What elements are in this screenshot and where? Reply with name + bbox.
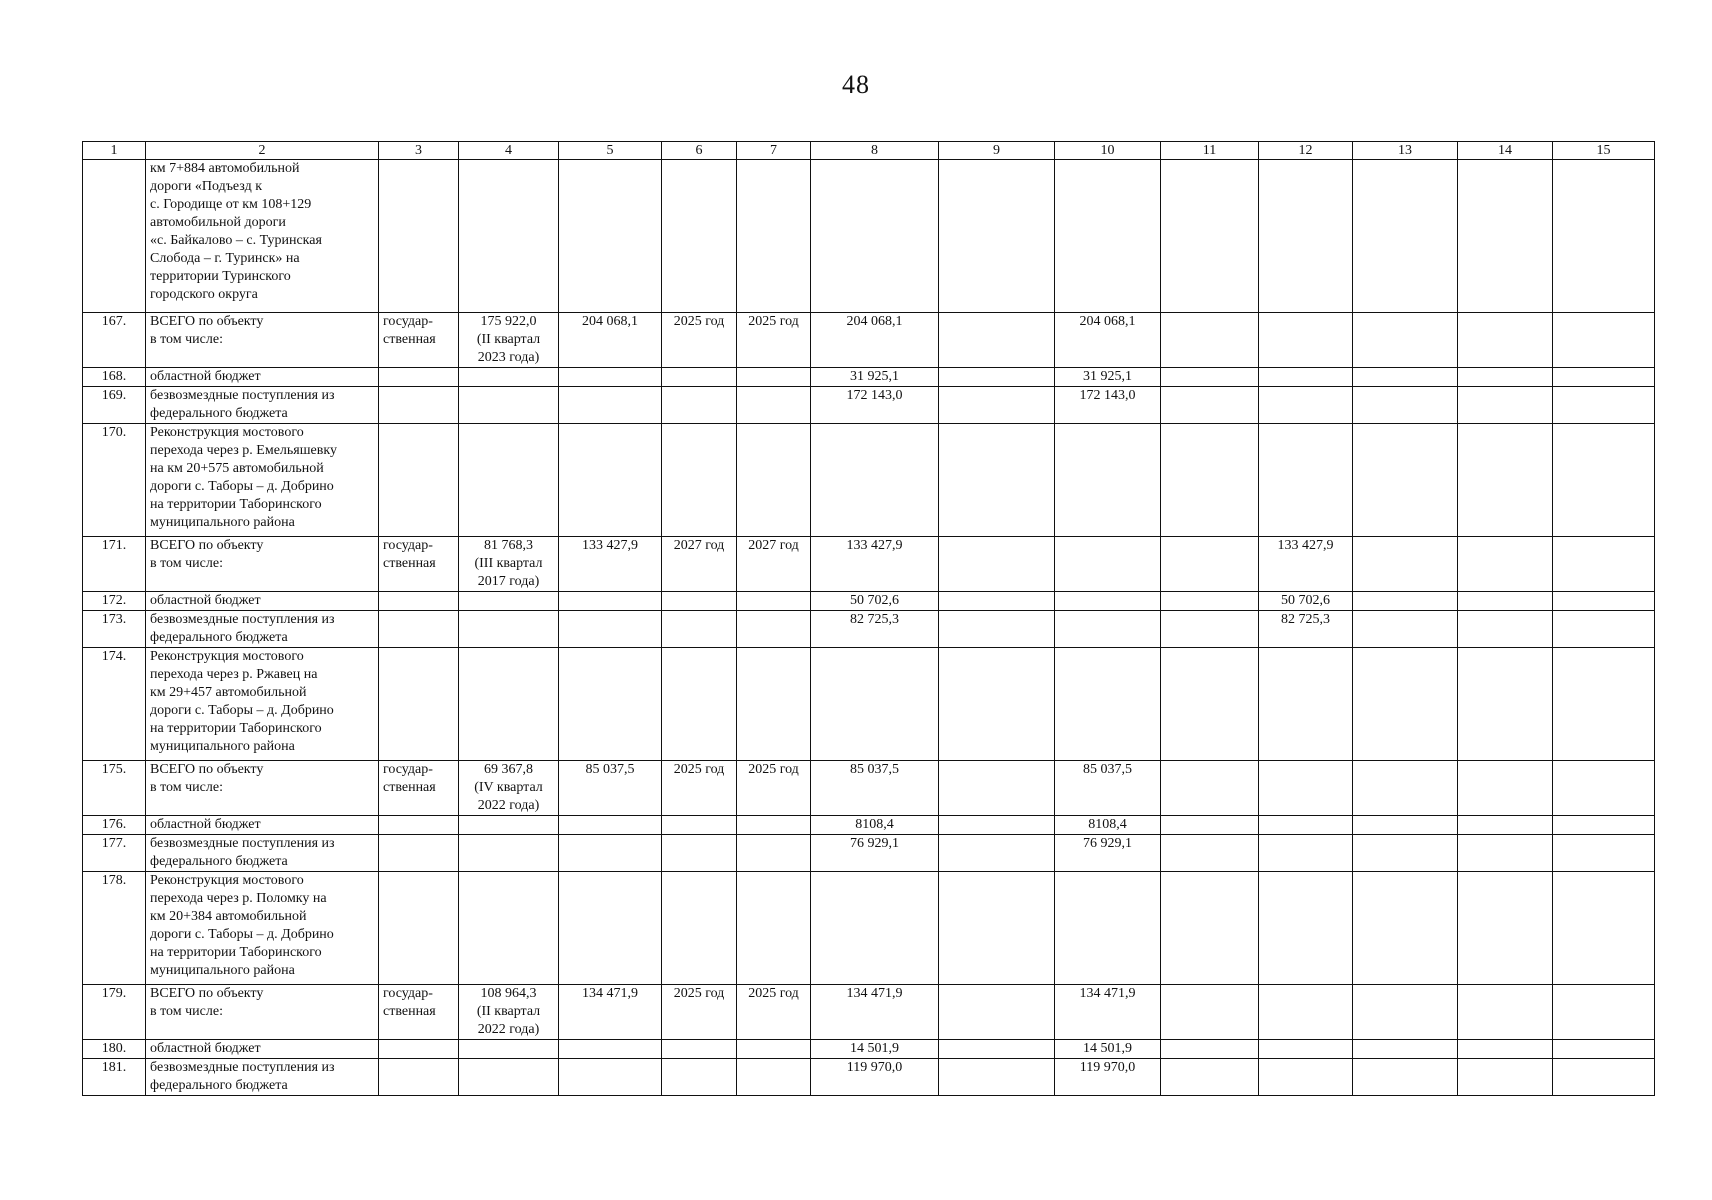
table-cell	[1259, 835, 1353, 872]
table-cell	[1353, 1059, 1458, 1096]
table-row	[83, 1040, 1655, 1059]
description-cell: ВСЕГО по объекту в том числе:	[146, 313, 379, 368]
table-cell	[559, 387, 662, 424]
table-cell	[939, 761, 1055, 816]
table-cell: 85 037,5	[1055, 761, 1161, 816]
table-cell	[1161, 160, 1259, 313]
table-cell	[1259, 816, 1353, 835]
table-cell	[379, 648, 459, 761]
table-cell: 119 970,0	[811, 1059, 939, 1096]
row-number-cell	[83, 160, 146, 313]
table-cell	[1259, 368, 1353, 387]
table-cell	[662, 387, 737, 424]
row-number-cell: 172.	[83, 592, 146, 611]
table-cell	[1161, 537, 1259, 592]
row-number-cell: 175.	[83, 761, 146, 816]
table-cell	[379, 816, 459, 835]
column-header: 14	[1458, 142, 1553, 160]
column-header: 1	[83, 142, 146, 160]
table-cell	[1259, 761, 1353, 816]
table-cell	[1259, 985, 1353, 1040]
table-cell: 2025 год	[662, 313, 737, 368]
table-cell	[1161, 761, 1259, 816]
table-row	[83, 985, 1655, 1040]
table-cell	[811, 872, 939, 985]
table-row	[83, 611, 1655, 648]
row-number-cell: 181.	[83, 1059, 146, 1096]
table-cell	[939, 611, 1055, 648]
table-cell: 175 922,0 (II квартал 2023 года)	[459, 313, 559, 368]
table-cell: 172 143,0	[1055, 387, 1161, 424]
table-cell: 133 427,9	[1259, 537, 1353, 592]
table-cell: 2025 год	[737, 761, 811, 816]
table-cell	[811, 648, 939, 761]
table-cell	[1161, 611, 1259, 648]
table-cell	[459, 592, 559, 611]
row-number-cell: 169.	[83, 387, 146, 424]
table-cell	[1259, 424, 1353, 537]
row-number-cell: 168.	[83, 368, 146, 387]
table-cell	[459, 835, 559, 872]
table-cell	[1259, 313, 1353, 368]
table-cell	[662, 1059, 737, 1096]
table-cell	[1353, 387, 1458, 424]
table-cell: 69 367,8 (IV квартал 2022 года)	[459, 761, 559, 816]
table-cell	[662, 368, 737, 387]
table-cell	[559, 592, 662, 611]
row-number-cell: 173.	[83, 611, 146, 648]
table-cell	[1161, 816, 1259, 835]
table-row	[83, 816, 1655, 835]
table-cell	[662, 835, 737, 872]
table-cell	[459, 368, 559, 387]
description-cell: областной бюджет	[146, 816, 379, 835]
table-cell	[662, 648, 737, 761]
table-cell	[1553, 761, 1655, 816]
table-cell	[459, 816, 559, 835]
table-cell	[379, 1059, 459, 1096]
column-header: 7	[737, 142, 811, 160]
table-cell	[1259, 160, 1353, 313]
table-cell	[379, 160, 459, 313]
table-cell	[1553, 611, 1655, 648]
table-cell	[379, 424, 459, 537]
table-cell	[1458, 816, 1553, 835]
table-cell	[1353, 611, 1458, 648]
table-cell	[459, 648, 559, 761]
table-cell: 82 725,3	[811, 611, 939, 648]
description-cell: Реконструкция мостового перехода через р. Ржавец на км 29+457 автомобильной дороги с. Таборы – д. Добрино на территории Таборинского муниципального района	[146, 648, 379, 761]
table-cell	[1259, 648, 1353, 761]
table-cell	[737, 160, 811, 313]
table-cell	[737, 611, 811, 648]
table-cell	[1161, 1040, 1259, 1059]
table-cell: 76 929,1	[811, 835, 939, 872]
table-cell: 2025 год	[737, 985, 811, 1040]
table-row	[83, 160, 1655, 313]
table-cell	[939, 387, 1055, 424]
table-cell	[459, 424, 559, 537]
table-cell	[1353, 368, 1458, 387]
table-cell: государ- ственная	[379, 313, 459, 368]
table-cell	[1353, 160, 1458, 313]
table-cell	[1259, 1059, 1353, 1096]
table-cell	[1553, 648, 1655, 761]
row-number-cell: 179.	[83, 985, 146, 1040]
table-cell: 76 929,1	[1055, 835, 1161, 872]
table-cell	[1161, 648, 1259, 761]
table-cell	[1055, 611, 1161, 648]
table-cell	[459, 387, 559, 424]
table-cell	[662, 592, 737, 611]
table-cell	[1458, 592, 1553, 611]
description-cell: ВСЕГО по объекту в том числе:	[146, 761, 379, 816]
table-row	[83, 387, 1655, 424]
table-cell	[1353, 537, 1458, 592]
table-cell	[1553, 160, 1655, 313]
description-cell: ВСЕГО по объекту в том числе:	[146, 537, 379, 592]
table-cell	[1161, 872, 1259, 985]
row-number-cell: 174.	[83, 648, 146, 761]
table-cell	[559, 872, 662, 985]
table-cell	[1161, 985, 1259, 1040]
column-header: 10	[1055, 142, 1161, 160]
table-cell	[1161, 368, 1259, 387]
table-cell: 133 427,9	[559, 537, 662, 592]
table-cell	[939, 1059, 1055, 1096]
table-cell	[1353, 424, 1458, 537]
table-cell	[379, 368, 459, 387]
table-row	[83, 424, 1655, 537]
table-cell	[1161, 592, 1259, 611]
description-cell: безвозмездные поступления из федерального бюджета	[146, 611, 379, 648]
column-header: 13	[1353, 142, 1458, 160]
table-cell	[459, 1059, 559, 1096]
table-cell	[737, 835, 811, 872]
description-cell: ВСЕГО по объекту в том числе:	[146, 985, 379, 1040]
table-cell: 2025 год	[662, 985, 737, 1040]
table-cell	[1458, 835, 1553, 872]
table-cell: 204 068,1	[1055, 313, 1161, 368]
table-cell	[1553, 368, 1655, 387]
column-header: 6	[662, 142, 737, 160]
table-cell	[662, 1040, 737, 1059]
table-cell	[459, 160, 559, 313]
description-cell: безвозмездные поступления из федерального бюджета	[146, 1059, 379, 1096]
table-row	[83, 648, 1655, 761]
table-cell: 85 037,5	[559, 761, 662, 816]
table-cell	[1553, 592, 1655, 611]
table-cell: 133 427,9	[811, 537, 939, 592]
table-row	[83, 835, 1655, 872]
table-cell	[939, 816, 1055, 835]
table-cell	[459, 1040, 559, 1059]
table-cell	[737, 424, 811, 537]
table-cell	[459, 611, 559, 648]
table-cell: 31 925,1	[1055, 368, 1161, 387]
table-cell	[939, 872, 1055, 985]
table-cell	[1458, 872, 1553, 985]
table-cell	[1553, 387, 1655, 424]
table-body	[83, 160, 1655, 1096]
table-cell	[1161, 835, 1259, 872]
table-cell	[1553, 313, 1655, 368]
table-cell	[737, 1059, 811, 1096]
table-cell	[737, 1040, 811, 1059]
table-cell	[939, 592, 1055, 611]
column-header: 11	[1161, 142, 1259, 160]
table-cell: 108 964,3 (II квартал 2022 года)	[459, 985, 559, 1040]
description-cell: областной бюджет	[146, 1040, 379, 1059]
table-cell	[662, 611, 737, 648]
table-cell	[1055, 872, 1161, 985]
table-cell	[737, 816, 811, 835]
table-cell	[559, 816, 662, 835]
table-cell	[1161, 313, 1259, 368]
column-header: 12	[1259, 142, 1353, 160]
table-cell	[662, 872, 737, 985]
table-cell	[1458, 648, 1553, 761]
table-cell	[1161, 1059, 1259, 1096]
table-cell	[559, 1059, 662, 1096]
table-cell: 14 501,9	[811, 1040, 939, 1059]
table-cell: 2027 год	[662, 537, 737, 592]
table-cell	[1161, 387, 1259, 424]
row-number-cell: 170.	[83, 424, 146, 537]
row-number-cell: 171.	[83, 537, 146, 592]
table-cell	[1259, 387, 1353, 424]
table-cell	[1553, 537, 1655, 592]
column-header: 4	[459, 142, 559, 160]
table-cell	[662, 424, 737, 537]
table-cell	[1353, 872, 1458, 985]
table-cell	[1055, 160, 1161, 313]
table-cell	[737, 872, 811, 985]
table-cell	[379, 387, 459, 424]
column-header: 5	[559, 142, 662, 160]
table-cell	[1353, 592, 1458, 611]
table-cell: 2025 год	[737, 313, 811, 368]
table-cell	[1553, 424, 1655, 537]
table-cell	[1458, 761, 1553, 816]
table-cell	[1553, 985, 1655, 1040]
table-cell	[939, 537, 1055, 592]
table-cell	[1458, 313, 1553, 368]
table-cell	[559, 611, 662, 648]
table-cell	[737, 368, 811, 387]
table-cell	[662, 816, 737, 835]
table-cell	[939, 835, 1055, 872]
table-cell	[939, 985, 1055, 1040]
table-cell	[1055, 648, 1161, 761]
table-cell	[1353, 648, 1458, 761]
table-cell	[1353, 985, 1458, 1040]
table-cell	[1553, 1059, 1655, 1096]
table-cell: 134 471,9	[811, 985, 939, 1040]
table-cell	[1055, 537, 1161, 592]
table-cell	[559, 835, 662, 872]
table-cell	[1458, 424, 1553, 537]
table-cell	[559, 424, 662, 537]
table-cell	[1161, 424, 1259, 537]
description-cell: безвозмездные поступления из федерального бюджета	[146, 835, 379, 872]
table-cell	[1055, 424, 1161, 537]
description-cell: Реконструкция мостового перехода через р. Емельяшевку на км 20+575 автомобильной дороги с. Таборы – д. Добрино на территории Таборинского муниципального района	[146, 424, 379, 537]
row-number-cell: 180.	[83, 1040, 146, 1059]
description-cell: областной бюджет	[146, 592, 379, 611]
table-cell	[559, 368, 662, 387]
table-cell	[1055, 592, 1161, 611]
table-cell: 134 471,9	[1055, 985, 1161, 1040]
table-row	[83, 537, 1655, 592]
table-row	[83, 313, 1655, 368]
row-number-cell: 177.	[83, 835, 146, 872]
table-cell	[1458, 368, 1553, 387]
table-cell: 14 501,9	[1055, 1040, 1161, 1059]
table-cell	[939, 424, 1055, 537]
table-cell: государ- ственная	[379, 537, 459, 592]
table-cell: 119 970,0	[1055, 1059, 1161, 1096]
table-cell	[559, 160, 662, 313]
table-cell	[737, 648, 811, 761]
table-cell: 31 925,1	[811, 368, 939, 387]
investment-table	[82, 141, 1655, 1096]
table-cell	[1353, 835, 1458, 872]
table-cell	[939, 648, 1055, 761]
table-cell: государ- ственная	[379, 985, 459, 1040]
table-cell	[811, 160, 939, 313]
table-cell	[559, 648, 662, 761]
table-cell	[379, 611, 459, 648]
description-cell: км 7+884 автомобильной дороги «Подъезд к с. Городище от км 108+129 автомобильной дороги «с. Байкалово – с. Туринская Слобода – г. Туринск» на территории Туринского городского округа	[146, 160, 379, 313]
table-cell: 85 037,5	[811, 761, 939, 816]
row-number-cell: 176.	[83, 816, 146, 835]
table-cell	[1458, 160, 1553, 313]
table-cell	[1353, 313, 1458, 368]
table-cell	[939, 160, 1055, 313]
table-cell	[379, 1040, 459, 1059]
description-cell: Реконструкция мостового перехода через р. Поломку на км 20+384 автомобильной дороги с. Таборы – д. Добрино на территории Таборинского муниципального района	[146, 872, 379, 985]
column-header: 3	[379, 142, 459, 160]
table-cell	[379, 872, 459, 985]
table-row	[83, 1059, 1655, 1096]
table-cell	[939, 1040, 1055, 1059]
description-cell: безвозмездные поступления из федерального бюджета	[146, 387, 379, 424]
row-number-cell: 167.	[83, 313, 146, 368]
table-cell	[939, 313, 1055, 368]
table-cell	[1353, 761, 1458, 816]
table-row	[83, 368, 1655, 387]
table-cell	[1458, 1059, 1553, 1096]
table-row	[83, 872, 1655, 985]
table-cell: государ- ственная	[379, 761, 459, 816]
table-cell: 204 068,1	[559, 313, 662, 368]
table-cell	[1458, 1040, 1553, 1059]
description-cell: областной бюджет	[146, 368, 379, 387]
table-cell	[379, 835, 459, 872]
table-cell: 81 768,3 (III квартал 2017 года)	[459, 537, 559, 592]
table-cell	[379, 592, 459, 611]
column-header: 8	[811, 142, 939, 160]
table-cell	[1259, 872, 1353, 985]
table-cell	[1353, 816, 1458, 835]
page-number: 48	[842, 70, 870, 99]
table-cell	[939, 368, 1055, 387]
table-cell: 8108,4	[811, 816, 939, 835]
table-cell: 2025 год	[662, 761, 737, 816]
column-number-row	[83, 142, 1655, 160]
table-row	[83, 592, 1655, 611]
table-cell: 50 702,6	[1259, 592, 1353, 611]
table-cell	[737, 592, 811, 611]
column-header: 2	[146, 142, 379, 160]
table-cell: 50 702,6	[811, 592, 939, 611]
row-number-cell: 178.	[83, 872, 146, 985]
table-cell	[1458, 537, 1553, 592]
table-row	[83, 761, 1655, 816]
table-cell	[662, 160, 737, 313]
table-cell	[1553, 816, 1655, 835]
table-cell	[1458, 387, 1553, 424]
table-cell: 2027 год	[737, 537, 811, 592]
table-cell	[1553, 872, 1655, 985]
table-cell	[811, 424, 939, 537]
table-cell: 8108,4	[1055, 816, 1161, 835]
table-cell	[1259, 1040, 1353, 1059]
table-cell: 134 471,9	[559, 985, 662, 1040]
table-cell	[737, 387, 811, 424]
table-cell	[1553, 835, 1655, 872]
table-cell	[1458, 985, 1553, 1040]
column-header: 15	[1553, 142, 1655, 160]
column-header: 9	[939, 142, 1055, 160]
table-cell	[1553, 1040, 1655, 1059]
table-cell	[1458, 611, 1553, 648]
table-cell: 82 725,3	[1259, 611, 1353, 648]
table-cell: 172 143,0	[811, 387, 939, 424]
table-cell: 204 068,1	[811, 313, 939, 368]
table-cell	[459, 872, 559, 985]
table-cell	[1353, 1040, 1458, 1059]
table-cell	[559, 1040, 662, 1059]
